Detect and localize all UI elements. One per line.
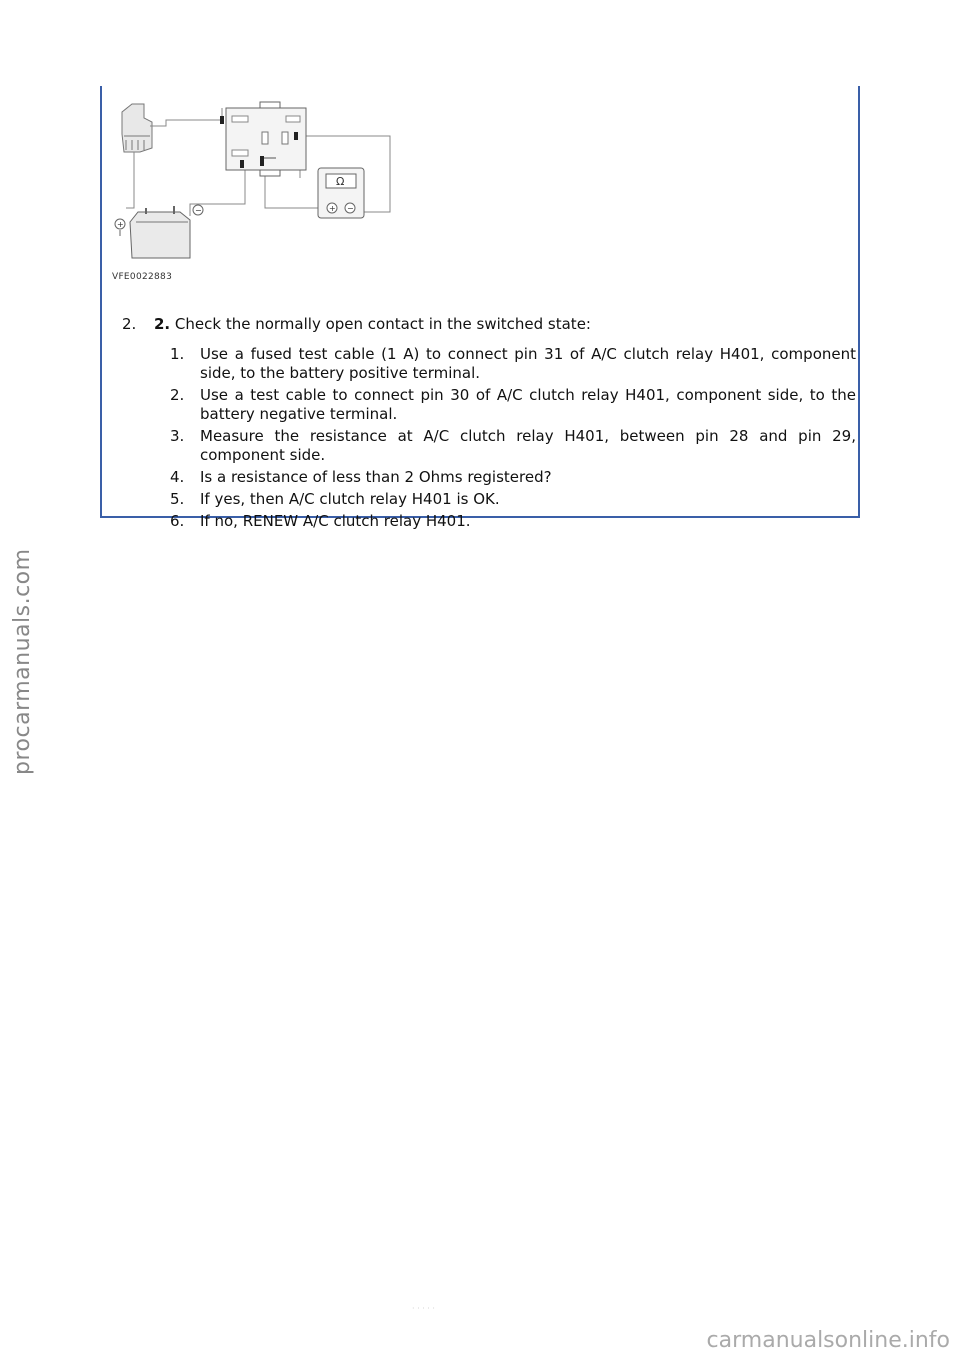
substep-text: Use a test cable to connect pin 30 of A/C clutch relay H401, component side, to the battery negative terminal.	[200, 386, 856, 423]
list-item	[170, 345, 856, 383]
list-item	[170, 512, 856, 531]
list-item	[170, 468, 856, 487]
substep-text: If yes, then A/C clutch relay H401 is OK.	[200, 490, 500, 508]
battery-minus-label: −	[195, 206, 202, 215]
page-footer: · · · · ·	[412, 1304, 435, 1313]
watermark-bottom: carmanualsonline.info	[706, 1328, 950, 1353]
substep-number: 3.	[170, 427, 185, 445]
substep-text: If no, RENEW A/C clutch relay H401.	[200, 512, 471, 530]
battery-plus-label: +	[117, 220, 124, 229]
list-item	[170, 386, 856, 424]
meter-symbol: Ω	[336, 175, 345, 188]
substep-list	[170, 345, 856, 534]
step-number: 2.	[122, 315, 137, 333]
step-2	[122, 314, 591, 334]
figure-id: VFE0022883	[112, 272, 173, 282]
step-bold-number: 2.	[154, 315, 171, 333]
substep-text: Is a resistance of less than 2 Ohms registered?	[200, 468, 552, 486]
meter-minus-label: −	[347, 204, 354, 213]
wiring-diagram	[110, 96, 400, 296]
substep-number: 1.	[170, 345, 185, 363]
list-item	[170, 427, 856, 465]
substep-text: Use a fused test cable (1 A) to connect pin 31 of A/C clutch relay H401, component side, to the battery positive terminal.	[200, 345, 856, 382]
watermark-left: procarmanuals.com	[10, 548, 35, 775]
list-item	[170, 490, 856, 509]
step-text: Check the normally open contact in the switched state:	[174, 315, 591, 333]
substep-number: 5.	[170, 490, 185, 508]
substep-number: 4.	[170, 468, 185, 486]
substep-number: 6.	[170, 512, 185, 530]
meter-plus-label: +	[329, 204, 336, 213]
substep-text: Measure the resistance at A/C clutch relay H401, between pin 28 and pin 29, component side.	[200, 427, 856, 464]
substep-number: 2.	[170, 386, 185, 404]
